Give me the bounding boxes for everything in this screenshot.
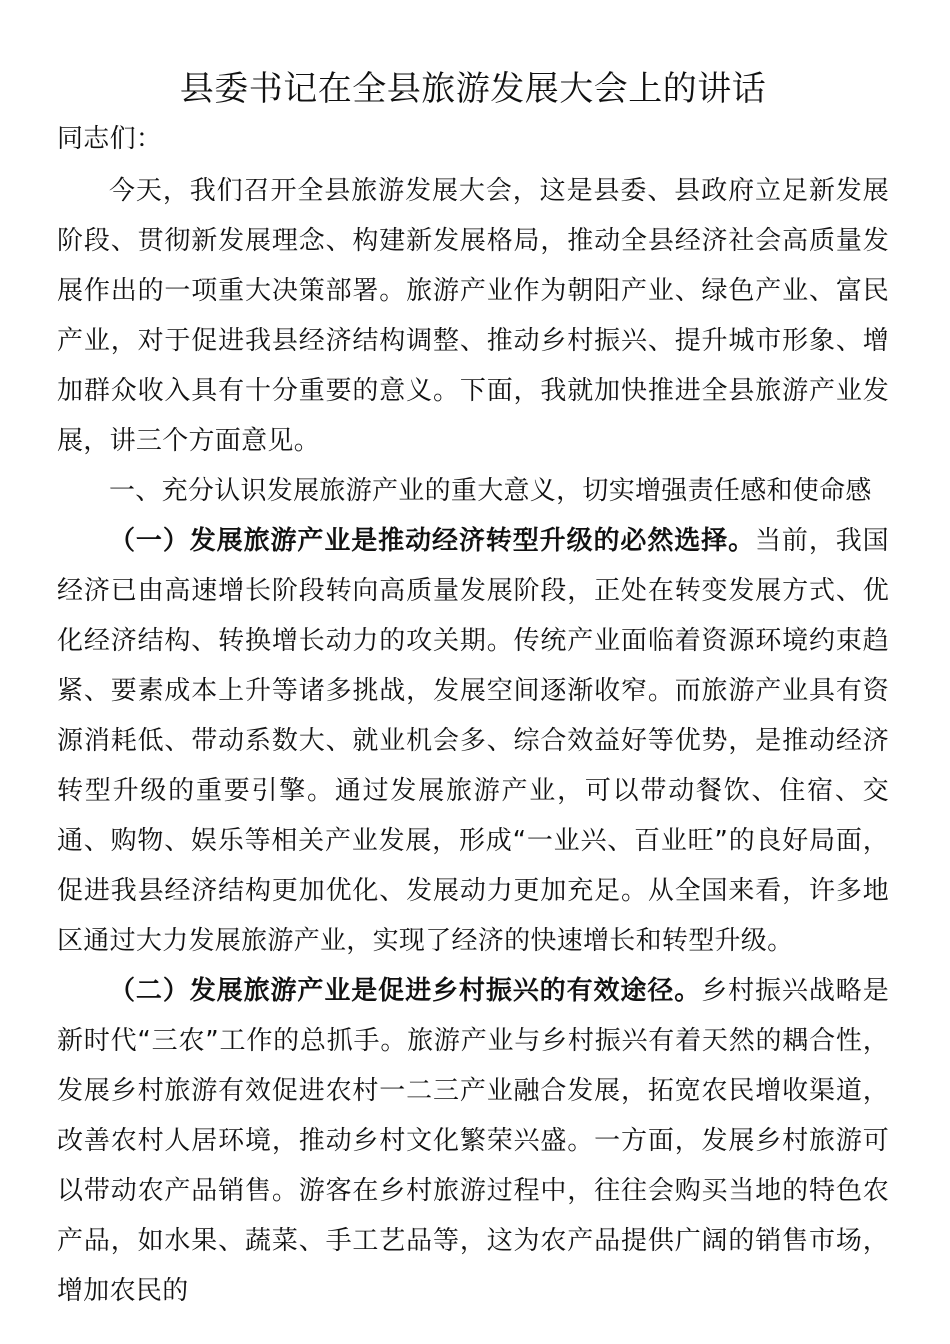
subsection-paragraph-2: [57, 966, 889, 1316]
document-page: [57, 60, 889, 1316]
subsection-paragraph-1: [57, 516, 889, 966]
salutation: 同志们：: [57, 124, 163, 154]
subsection-heading-2: （二）发展旅游产业是促进乡村振兴的有效途径。: [109, 976, 702, 1006]
subsection-heading-1: （一）发展旅游产业是推动经济转型升级的必然选择。: [109, 526, 756, 556]
intro-paragraph: 今天，我们召开全县旅游发展大会，这是县委、县政府立足新发展阶段、贯彻新发展理念、构建新发展格局，推动全县经济社会高质量发展作出的一项重大决策部署。旅游产业作为朝阳产业、绿色产业、富民产业，对于促进我县经济结构调整、推动乡村振兴、提升城市形象、增加群众收入具有十分重要的意义。下面，我就加快推进全县旅游产业发展，讲三个方面意见。: [57, 176, 889, 456]
subsection-body-2: 乡村振兴战略是新时代“三农”工作的总抓手。旅游产业与乡村振兴有着天然的耦合性，发展乡村旅游有效促进农村一二三产业融合发展，拓宽农民增收渠道，改善农村人居环境，推动乡村文化繁荣兴盛。一方面，发展乡村旅游可以带动农产品销售。游客在乡村旅游过程中，往往会购买当地的特色农产品，如水果、蔬菜、手工艺品等，这为农产品提供广阔的销售市场，增加农民的: [57, 976, 889, 1306]
document-title: 县委书记在全县旅游发展大会上的讲话: [179, 69, 767, 109]
section-heading-1: 一、充分认识发展旅游产业的重大意义，切实增强责任感和使命感: [109, 476, 872, 506]
subsection-body-1: 当前，我国经济已由高速增长阶段转向高质量发展阶段，正处在转变发展方式、优化经济结构、转换增长动力的攻关期。传统产业面临着资源环境约束趋紧、要素成本上升等诸多挑战，发展空间逐渐收窄。而旅游产业具有资源消耗低、带动系数大、就业机会多、综合效益好等优势，是推动经济转型升级的重要引擎。通过发展旅游产业，可以带动餐饮、住宿、交通、购物、娱乐等相关产业发展，形成“一业兴、百业旺”的良好局面，促进我县经济结构更加优化、发展动力更加充足。从全国来看，许多地区通过大力发展旅游产业，实现了经济的快速增长和转型升级。: [57, 526, 889, 956]
